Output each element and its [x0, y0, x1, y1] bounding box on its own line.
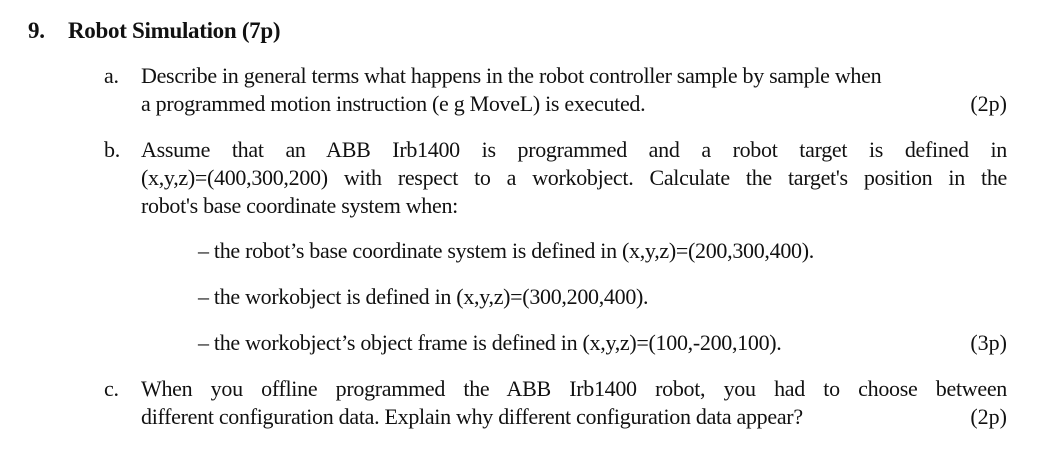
part-b-line-1: Assume that an ABB Irb1400 is programmed and a robot target is defined in — [141, 137, 1007, 162]
part-a-points: (2p) — [970, 91, 1007, 116]
part-a-marker: a. — [104, 63, 119, 88]
part-c-points: (2p) — [970, 404, 1007, 429]
part-b-item-3: – the workobject’s object frame is defined in (x,y,z)=(100,-200,100). — [198, 330, 782, 355]
part-c-marker: c. — [104, 376, 119, 401]
part-b-line-2: (x,y,z)=(400,300,200) with respect to a workobject. Calculate the target's position in the — [141, 165, 1007, 190]
part-a-line-1: Describe in general terms what happens in the robot controller sample by sample when — [141, 63, 882, 88]
part-a-line-2: a programmed motion instruction (e g MoveL) is executed. — [141, 91, 646, 116]
part-b-line-3: robot's base coordinate system when: — [141, 193, 458, 218]
part-b-item-1: – the robot’s base coordinate system is defined in (x,y,z)=(200,300,400). — [198, 238, 814, 263]
part-c-line-2: different configuration data. Explain why different configuration data appear? — [141, 404, 803, 429]
part-b-marker: b. — [104, 137, 120, 162]
part-b-points: (3p) — [970, 330, 1007, 355]
part-c-line-1: When you offline programmed the ABB Irb1400 robot, you had to choose between — [141, 376, 1007, 401]
question-number: 9. — [28, 18, 45, 43]
part-b-item-2: – the workobject is defined in (x,y,z)=(300,200,400). — [198, 284, 649, 309]
question-title: Robot Simulation (7p) — [68, 18, 281, 43]
